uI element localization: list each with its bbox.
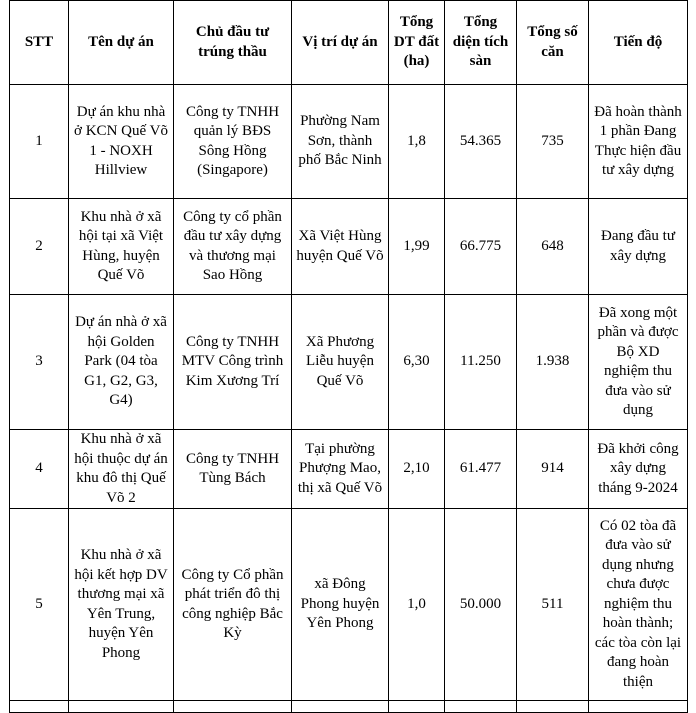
cell-stt: 2	[10, 199, 69, 295]
cell-land-area: 6,30	[389, 295, 445, 430]
cell-land-area: 2,10	[389, 430, 445, 509]
header-progress: Tiến độ	[589, 1, 688, 85]
empty-cell	[517, 701, 589, 713]
header-floor-area: Tổng diện tích sàn	[445, 1, 517, 85]
table-row-partial	[10, 701, 688, 713]
cell-unit-count: 914	[517, 430, 589, 509]
cell-unit-count: 511	[517, 509, 589, 701]
header-investor: Chủ đầu tư trúng thầu	[174, 1, 292, 85]
cell-unit-count: 735	[517, 85, 589, 199]
cell-stt: 3	[10, 295, 69, 430]
cell-investor: Công ty TNHH MTV Công trình Kim Xương Trí	[174, 295, 292, 430]
cell-land-area: 1,99	[389, 199, 445, 295]
cell-unit-count: 648	[517, 199, 589, 295]
cell-location: Tại phường Phượng Mao, thị xã Quế Võ	[292, 430, 389, 509]
empty-cell	[174, 701, 292, 713]
header-project-name: Tên dự án	[69, 1, 174, 85]
empty-cell	[445, 701, 517, 713]
table-row	[10, 509, 688, 701]
table-row	[10, 295, 688, 430]
table-row	[10, 85, 688, 199]
cell-unit-count: 1.938	[517, 295, 589, 430]
empty-cell	[292, 701, 389, 713]
cell-location: Xã Việt Hùng huyện Quế Võ	[292, 199, 389, 295]
empty-cell	[589, 701, 688, 713]
cell-progress: Có 02 tòa đã đưa vào sử dụng nhưng chưa được nghiệm thu hoàn thành; các tòa còn lại đang hoàn thiện	[589, 509, 688, 701]
cell-stt: 1	[10, 85, 69, 199]
cell-floor-area: 61.477	[445, 430, 517, 509]
cell-project-name: Dự án khu nhà ở KCN Quế Võ 1 - NOXH Hillview	[69, 85, 174, 199]
cell-investor: Công ty cổ phần đầu tư xây dựng và thương mại Sao Hồng	[174, 199, 292, 295]
header-land-area: Tổng DT đất (ha)	[389, 1, 445, 85]
cell-investor: Công ty TNHH quản lý BĐS Sông Hồng (Singapore)	[174, 85, 292, 199]
header-unit-count: Tổng số căn	[517, 1, 589, 85]
header-stt: STT	[10, 1, 69, 85]
cell-project-name: Khu nhà ở xã hội tại xã Việt Hùng, huyện Quế Võ	[69, 199, 174, 295]
cell-floor-area: 50.000	[445, 509, 517, 701]
cell-location: Xã Phương Liễu huyện Quế Võ	[292, 295, 389, 430]
cell-floor-area: 11.250	[445, 295, 517, 430]
cell-land-area: 1,8	[389, 85, 445, 199]
cell-floor-area: 66.775	[445, 199, 517, 295]
table-row	[10, 199, 688, 295]
cell-location: Phường Nam Sơn, thành phố Bắc Ninh	[292, 85, 389, 199]
housing-projects-table	[9, 0, 688, 713]
cell-project-name: Khu nhà ở xã hội thuộc dự án khu đô thị Quế Võ 2	[69, 430, 174, 509]
cell-location: xã Đông Phong huyện Yên Phong	[292, 509, 389, 701]
cell-progress: Đã khởi công xây dựng tháng 9-2024	[589, 430, 688, 509]
table-row	[10, 430, 688, 509]
cell-progress: Đã xong một phần và được Bộ XD nghiệm thu đưa vào sử dụng	[589, 295, 688, 430]
cell-investor: Công ty TNHH Tùng Bách	[174, 430, 292, 509]
header-location: Vị trí dự án	[292, 1, 389, 85]
cell-project-name: Dự án nhà ở xã hội Golden Park (04 tòa G1, G2, G3, G4)	[69, 295, 174, 430]
cell-floor-area: 54.365	[445, 85, 517, 199]
cell-land-area: 1,0	[389, 509, 445, 701]
cell-progress: Đang đầu tư xây dựng	[589, 199, 688, 295]
cell-project-name: Khu nhà ở xã hội kết hợp DV thương mại xã Yên Trung, huyện Yên Phong	[69, 509, 174, 701]
empty-cell	[389, 701, 445, 713]
cell-stt: 5	[10, 509, 69, 701]
cell-investor: Công ty Cổ phần phát triển đô thị công nghiệp Bắc Kỳ	[174, 509, 292, 701]
table-header-row	[10, 1, 688, 85]
document-page	[9, 0, 688, 713]
cell-stt: 4	[10, 430, 69, 509]
cell-progress: Đã hoàn thành 1 phần Đang Thực hiện đầu tư xây dựng	[589, 85, 688, 199]
empty-cell	[69, 701, 174, 713]
empty-cell	[10, 701, 69, 713]
